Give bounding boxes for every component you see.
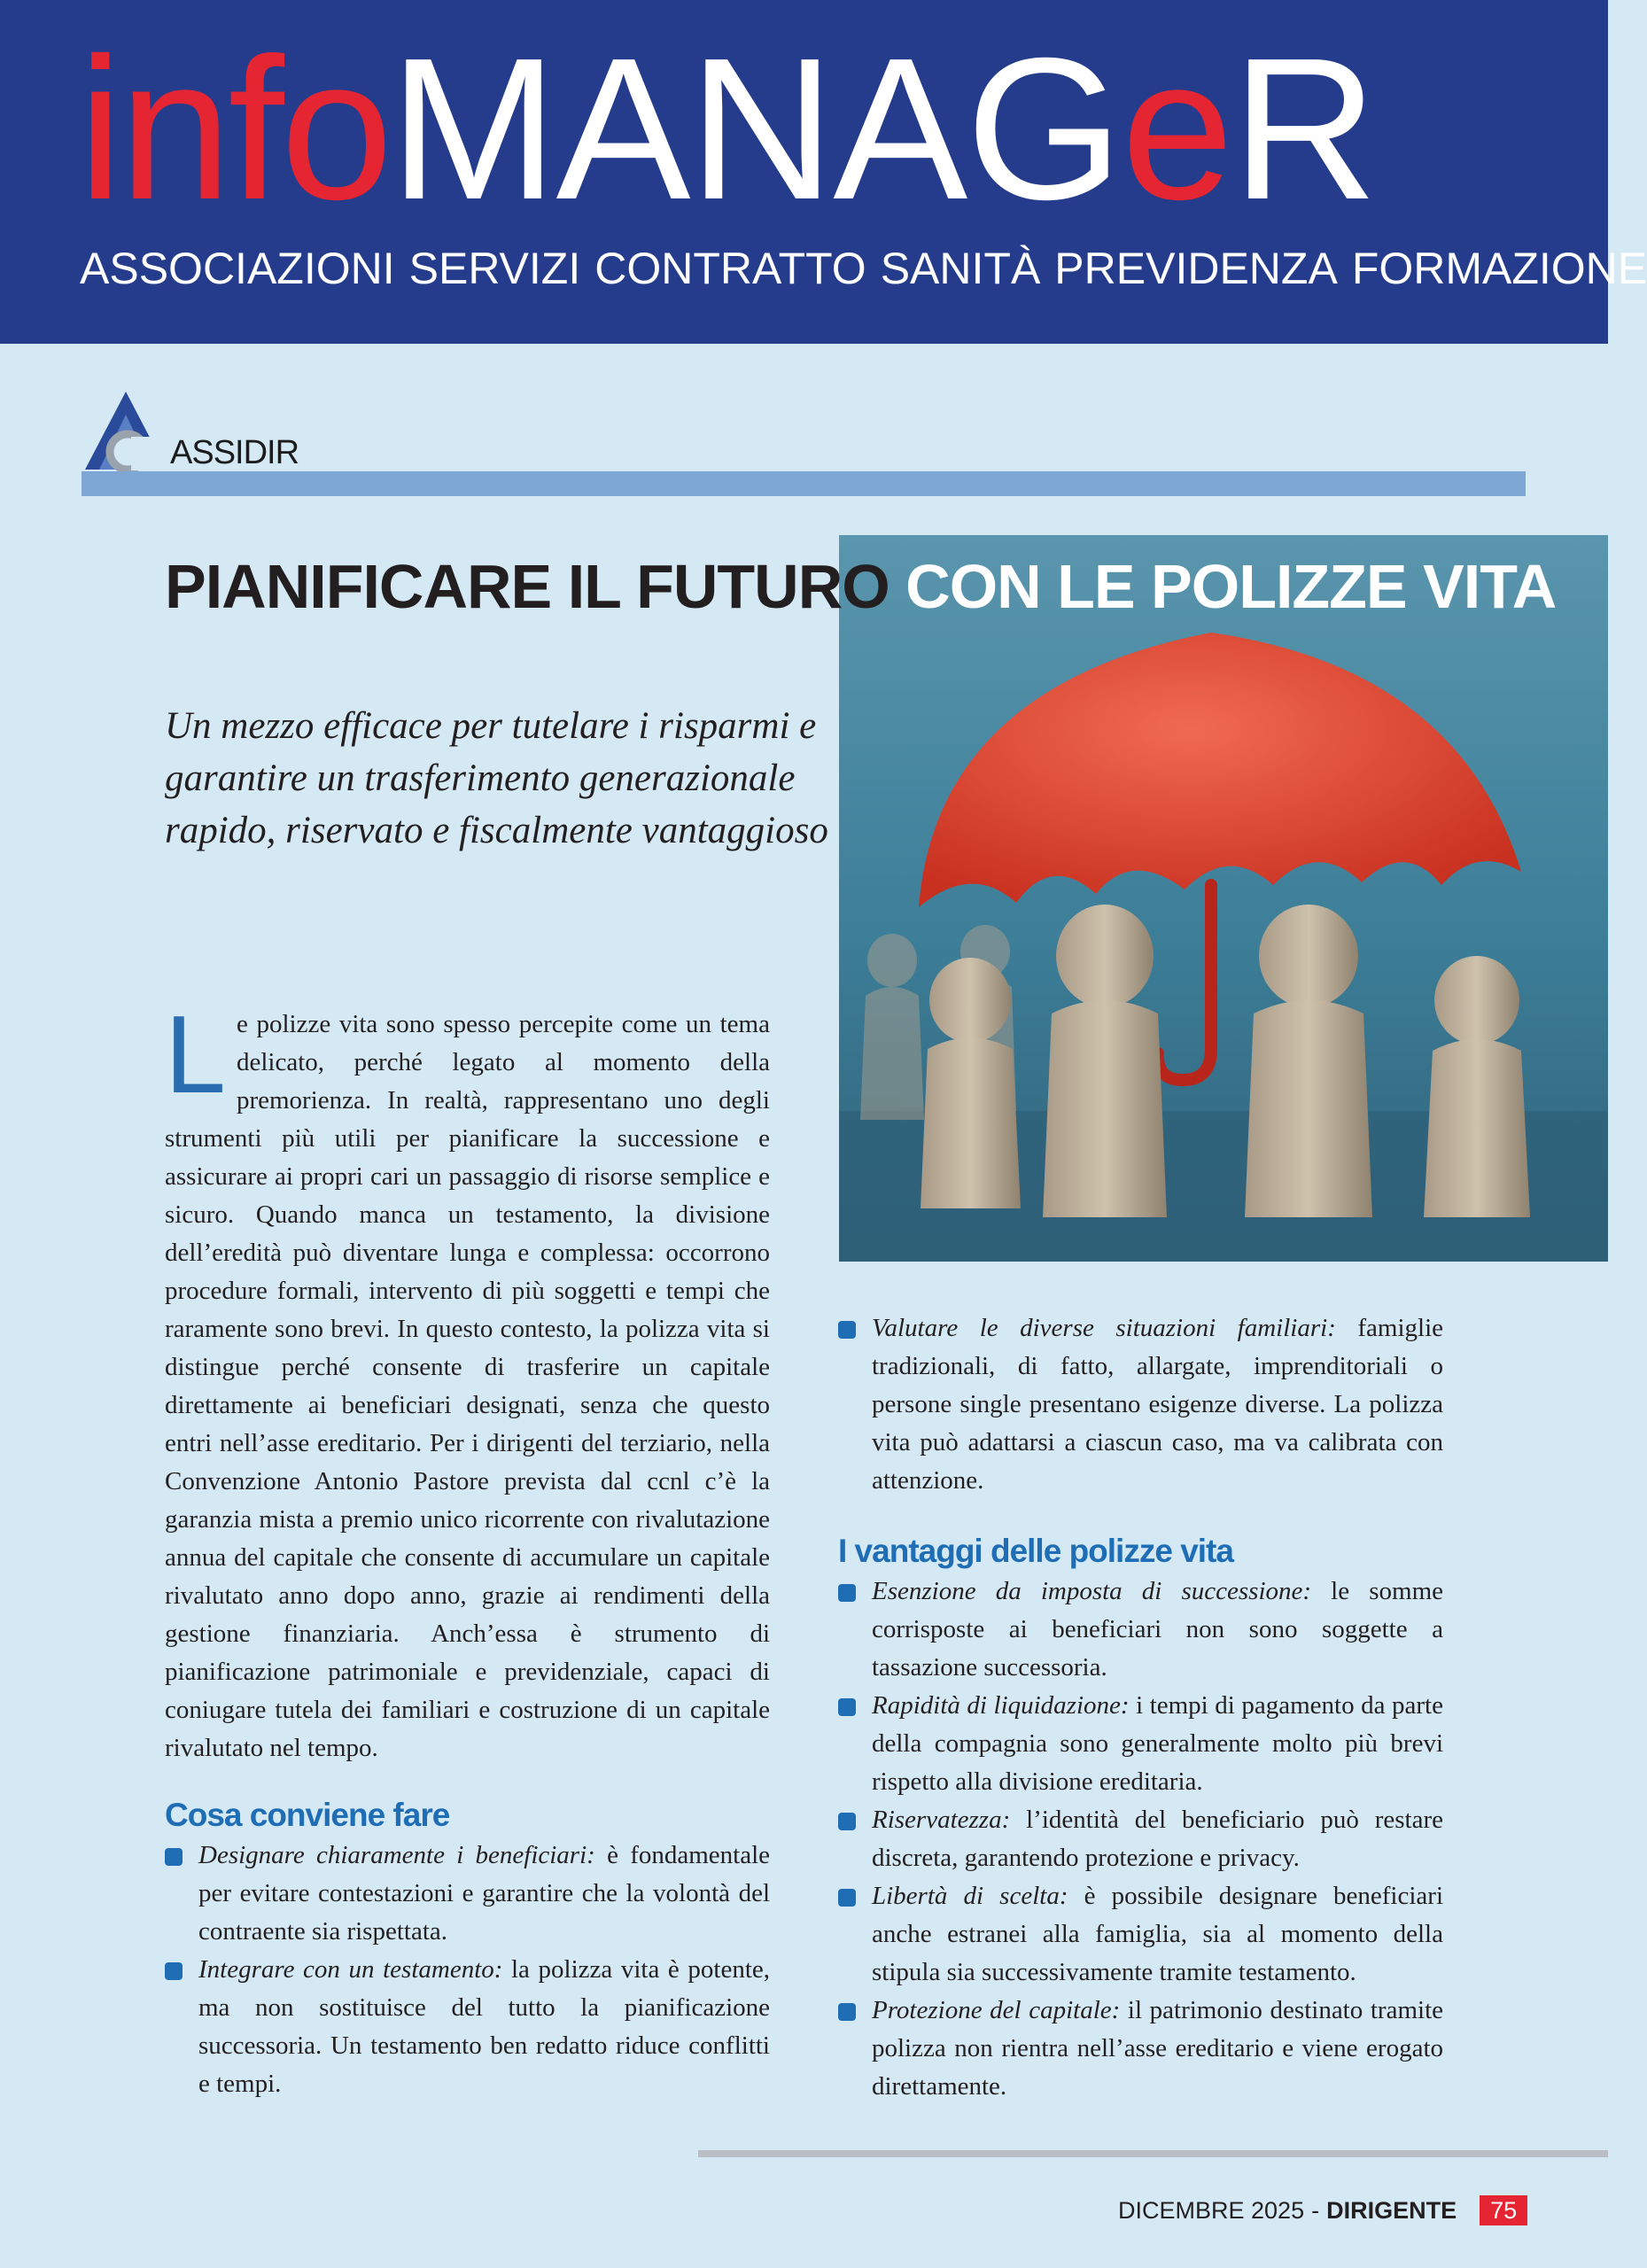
- list-item: [838, 1573, 1443, 1687]
- bullet-square-icon: [838, 1889, 856, 1907]
- page-number: 75: [1480, 2195, 1527, 2225]
- section-rule: [82, 471, 1526, 496]
- footer-date: DICEMBRE 2025: [1118, 2197, 1305, 2224]
- tagline-item: ASSOCIAZIONI: [80, 244, 395, 293]
- bullet-square-icon: [838, 1321, 856, 1339]
- list-item-term: Valutare le diverse situazioni familiari:: [872, 1314, 1336, 1342]
- infomanager-logo: [78, 17, 1377, 242]
- list-item-text: l’identità del beneficiario può restare discreta, garantendo protezione e privacy.: [872, 1806, 1443, 1872]
- footer-publication: DIRIGENTE: [1326, 2197, 1457, 2224]
- tagline-item: SANITÀ: [880, 244, 1041, 293]
- brand-main: [390, 17, 1377, 242]
- list-item-term: Riservatezza:: [872, 1806, 1011, 1834]
- page-footer: [1118, 2193, 1527, 2228]
- list-item-text: è fondamentale per evitare contestazioni e garantire che la volontà del contraente sia rispettata.: [198, 1841, 771, 1946]
- tagline-item: SERVIZI: [408, 244, 581, 293]
- umbrella-photo: [839, 535, 1608, 1262]
- article-body-text: e polizze vita sono spesso percepite come un tema delicato, perché legato al momento della premorienza. In realtà, rappresentano uno degli strumenti più utili per pianificare la successione e assicurare ai propri cari un passaggio di risorse semplice e sicuro. Quando manca un testamento, la divisione dell’eredità può diventare lunga e complessa: occorrono procedure formali, intervento di più soggetti e tempi che raramente sono brevi. In questo contesto, la polizza vita si distingue perché consente di trasferire un capitale direttamente ai beneficiari designati, senza che questo entri nell’asse ereditario. Per i dirigenti del terziario, nella Convenzione Antonio Pastore prevista dal ccnl c’è la garanzia mista a premio unico ricorrente con rivalutazione annua del capitale che consente di accumulare un capitale rivalutato anno dopo anno, grazie ai rendimenti della gestione finanziaria. Anch’essa è strumento di pianificazione patrimoniale e previdenziale, capaci di coniugare tutela dei familiari e costruzione di un capitale rivalutato nel tempo.: [165, 1010, 770, 1762]
- tagline-item: FORMAZIONE: [1351, 244, 1647, 293]
- headline-light-part: CON LE POLIZZE VITA: [905, 552, 1557, 621]
- brand-main-part: R: [1231, 17, 1377, 242]
- list-item-text: i tempi di pagamento da parte della compagnia sono generalmente molto più brevi rispetto alla divisione ereditaria.: [872, 1691, 1443, 1796]
- brand-main-e: e: [1121, 17, 1232, 242]
- footer-separator: -: [1311, 2197, 1320, 2224]
- list-item-term: Libertà di scelta:: [872, 1882, 1068, 1910]
- assidir-wordmark: ASSIDIR: [170, 434, 299, 471]
- list-item: [838, 1309, 1443, 1500]
- drop-cap: L: [165, 994, 226, 1116]
- list-item: [838, 1801, 1443, 1877]
- masthead-tagline: [80, 237, 1647, 299]
- subhead-vantaggi: I vantaggi delle polizze vita: [838, 1533, 1233, 1569]
- article-standfirst: Un mezzo efficace per tutelare i risparmi e garantire un trasferimento generazionale rapido, riservato e fiscalmente vantaggioso: [165, 705, 828, 851]
- list-item: [165, 1951, 770, 2103]
- list-item-term: Esenzione da imposta di successione:: [872, 1577, 1312, 1605]
- bullet-square-icon: [165, 1962, 183, 1980]
- list-item: [838, 1687, 1443, 1801]
- bullet-square-icon: [838, 2003, 856, 2021]
- left-column: [165, 994, 771, 2103]
- list-item-text: il patrimonio destinato tramite polizza non rientra nell’asse ereditario e viene erogato direttamente.: [872, 1996, 1443, 2101]
- subhead-cosa-conviene: Cosa conviene fare: [165, 1797, 450, 1833]
- list-item-term: Protezione del capitale:: [872, 1996, 1121, 2024]
- bullet-square-icon: [165, 1848, 183, 1866]
- list-item: [838, 1992, 1443, 2106]
- list-item: [838, 1877, 1443, 1992]
- article-headline: [165, 542, 1556, 631]
- bullet-square-icon: [838, 1584, 856, 1602]
- list-item-term: Integrare con un testamento:: [198, 1955, 503, 1984]
- cosa-conviene-list: [165, 1837, 770, 2103]
- brand-main-part: MANAG: [389, 17, 1122, 242]
- list-item-term: Rapidità di liquidazione:: [872, 1691, 1130, 1720]
- brand-prefix: info: [78, 17, 390, 242]
- list-item-text: la polizza vita è potente, ma non sostituisce del tutto la pianificazione successoria. Un testamento ben redatto riduce conflitti e tempi.: [198, 1955, 770, 2098]
- right-column: [838, 1309, 1443, 2106]
- assidir-logo-icon: [82, 388, 179, 472]
- list-item-term: Designare chiaramente i beneficiari:: [198, 1841, 595, 1869]
- tagline-item: PREVIDENZA: [1054, 244, 1338, 293]
- list-item-text: è possibile designare beneficiari anche estranei alla famiglia, sia al momento della stipula sia successivamente tramite testamento.: [872, 1882, 1443, 1986]
- headline-dark-part: PIANIFICARE IL FUTURO: [165, 552, 890, 621]
- list-item: [165, 1837, 770, 1951]
- bullet-square-icon: [838, 1698, 856, 1716]
- list-item-text: le somme corrisposte ai beneficiari non sono soggette a tassazione successoria.: [872, 1577, 1443, 1682]
- bullet-square-icon: [838, 1813, 856, 1830]
- vantaggi-list: [838, 1573, 1443, 2106]
- umbrella-figures-illustration: [839, 535, 1608, 1262]
- article-body: [165, 994, 770, 1767]
- tagline-item: CONTRATTO: [594, 244, 866, 293]
- cosa-conviene-list-continued: [838, 1309, 1443, 1500]
- list-item-text: famiglie tradizionali, di fatto, allargate, imprenditoriali o persone single presentano esigenze diverse. La polizza vita può adattarsi a ciascun caso, ma va calibrata con attenzione.: [872, 1314, 1443, 1495]
- masthead: [0, 0, 1647, 344]
- assidir-logo: [82, 388, 299, 477]
- footer-rule: [698, 2150, 1608, 2157]
